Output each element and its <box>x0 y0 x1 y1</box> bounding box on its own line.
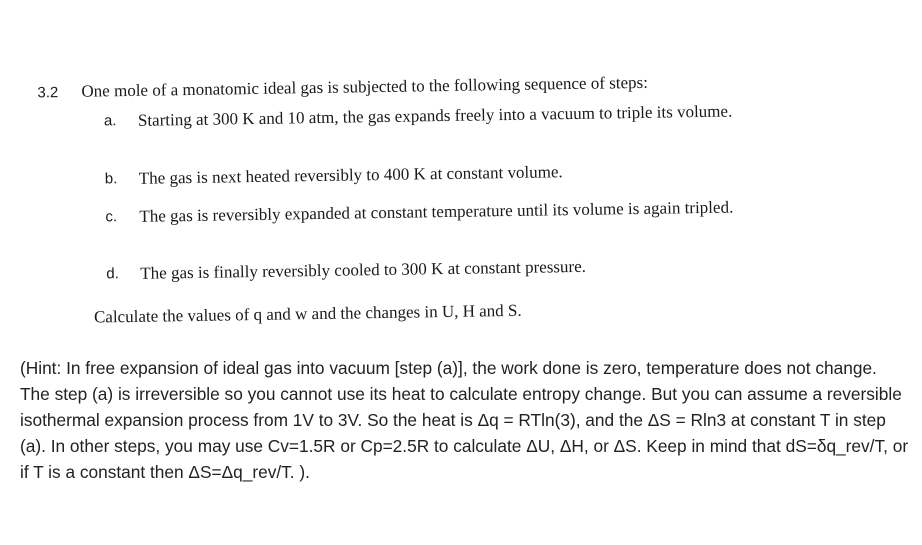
problem-number: 3.2 <box>37 84 59 102</box>
hint-paragraph: (Hint: In free expansion of ideal gas into vacuum [step (a)], the work done is zero, temperature does not change. The step (a) is irreversible so you cannot use its heat to calculate entropy change. But you can assume a reversible isothermal expansion process from 1V to 3V. So the heat is Δq = RTln(3), and the ΔS = Rln3 at constant T in step (a). In other steps, you may use Cv=1.5R or Cp=2.5R to calculate ΔU, ΔH, or ΔS. Keep in mind that dS=δq_rev/T, or if T is a constant then ΔS=Δq_rev/T. ). <box>20 358 909 482</box>
step-a <box>104 99 824 131</box>
step-letter: d. <box>106 265 119 283</box>
step-text: The gas is reversibly expanded at constant temperature until its volume is again tripled. <box>139 197 734 226</box>
step-d <box>106 252 826 284</box>
step-letter: a. <box>103 112 117 130</box>
step-c <box>105 195 825 227</box>
step-text: The gas is next heated reversibly to 400 K at constant volume. <box>138 162 563 188</box>
step-letter: c. <box>105 208 118 226</box>
step-text: Starting at 300 K and 10 atm, the gas expands freely into a vacuum to triple its volume. <box>137 101 733 130</box>
problem-intro: One mole of a monatomic ideal gas is subjected to the following sequence of steps: <box>81 72 649 101</box>
step-letter: b. <box>104 170 118 188</box>
step-text: The gas is finally reversibly cooled to 300 K at constant pressure. <box>140 256 587 283</box>
question-text: Calculate the values of q and w and the changes in U, H and S. <box>93 300 522 327</box>
problem-header <box>37 69 857 104</box>
step-b <box>105 157 825 189</box>
